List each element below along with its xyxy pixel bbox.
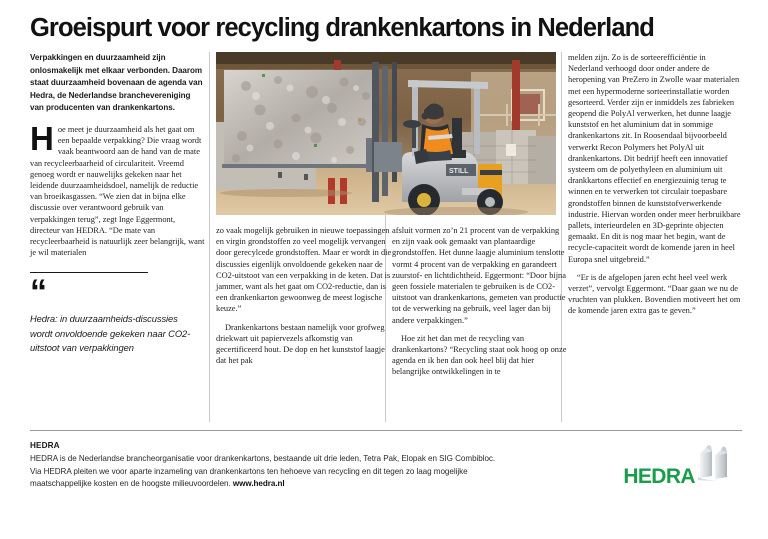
pull-quote bbox=[30, 272, 191, 356]
pull-quote-text: Hedra: in duurzaamheids-discussies wordt onvoldoende gekeken naar CO2-uitstoot van verpakkingen bbox=[30, 313, 191, 354]
footer-line-2: Via HEDRA pleiten we voor aparte inzameling van drankenkartons ten hehoeve van recycling en dit tegen zo laag mogelijke bbox=[30, 466, 468, 476]
lead-paragraph: Verpakkingen en duurzaamheid zijn onlosmakelijk met elkaar verbonden. Daarom staat duurzaamheid bovenaan de agenda van Hedra, de Nederlandse branchevereniging van producenten van drankenkartons. bbox=[30, 53, 203, 113]
footer-website-link[interactable]: www.hedra.nl bbox=[232, 479, 285, 489]
body-paragraph-1-text: oe meet je duurzaamheid als het gaat om een bepaalde verpakking? Die vraag wordt vaak beantwoord aan de hand van de mate van recycleerbaarheid of circulariteit. Vreemd genoeg wordt er nauwelijks gekeken naar het leidende duurzaamheidsdoel, namelijk de reductie van broeikasgassen. “We zien dat in bijna elke discussie over verantwoord gebruik van verpakkingen terug”, zegt Inge Eggermont, directeur van HEDRA. “De mate van recycleerbaarheid is natuurlijk zeer belangrijk, want je wil materialen bbox=[30, 124, 205, 258]
column-2 bbox=[216, 52, 392, 422]
body-paragraph-3: Drankenkartons bestaan namelijk voor grofweg driekwart uit papiervezels afkomstig van gecertificeerd hout. De dop en het kunststof laagje dat het pak bbox=[216, 322, 385, 366]
body-paragraph-1 bbox=[30, 119, 205, 258]
column-2-flow bbox=[216, 225, 392, 366]
footer bbox=[30, 430, 742, 491]
footer-inner bbox=[30, 440, 742, 491]
footer-line-3-text: maatschappelijke kosten en de hoogste milieuvoordelen. bbox=[30, 479, 231, 489]
quote-mark-icon: “ bbox=[30, 279, 45, 307]
hedra-logo-wordmark: HEDRA bbox=[623, 465, 695, 488]
carton-packs-logo-mark bbox=[696, 442, 742, 487]
body-paragraph-7: “Er is de afgelopen jaren echt heel veel werk verzet”, vervolgt Eggermont. “Daar gaan we nu de vruchten van plukken. Bovendien motiveert het om de komende jaren extra gas te geven.” bbox=[568, 272, 741, 316]
svg-text:STILL: STILL bbox=[449, 168, 469, 175]
column-divider-1 bbox=[209, 52, 210, 422]
body-paragraph-4: afsluit vormen zo’n 21 procent van de verpakking en zijn vaak ook gemaakt van plantaardige grondstoffen. Het dunne laagje aluminium tenslotte vormt 4 procent van de verpakking en garandeert zuurstof- en lichtdichtheid. Eggermont: “Door bijna geen fossiele materialen te gebruiken is de CO2-uitstoot van drankenkartons, gemeten van productie tot de verwerking na gebruik, veel lager dan bij andere verpakkingen.” bbox=[392, 226, 566, 325]
body-paragraph-2: zo vaak mogelijk gebruiken in nieuwe toepassingen en virgin grondstoffen zo veel mogelijk vervangen door gerecylcede grondstoffen. Maar er wordt in die discussies eigenlijk onvoldoende gekeken naar de CO2-uitstoot van een verpakking in de keten. Dat is jammer, want als het gaat om CO2-reductie, dan is een drankenkarton gewoonweg de meest logische keuze.” bbox=[216, 226, 392, 314]
footer-line-1: HEDRA is de Nederlandse brancheorganisatie voor drankenkartons, bestaande uit drie leden, Tetra Pak, Elopak en SIG Combibloc. bbox=[30, 454, 496, 463]
hedra-logo bbox=[623, 442, 742, 487]
page-title: Groeispurt voor recycling drankenkartons in Nederland bbox=[30, 14, 654, 42]
column-4 bbox=[568, 52, 742, 422]
drop-cap: H bbox=[30, 119, 54, 157]
column-1 bbox=[30, 52, 205, 422]
footer-line-3 bbox=[30, 478, 590, 491]
footer-title: HEDRA bbox=[30, 441, 60, 450]
column-3 bbox=[392, 52, 568, 422]
footer-text-block bbox=[30, 440, 590, 491]
column-3-flow bbox=[392, 225, 568, 378]
body-paragraph-5: Hoe zit het dan met de recycling van drankenkartons? “Recycling staat ook hoog op onze agenda en ik ben dan ook heel blij dat hier belangrijke ontwikkelingen in te bbox=[392, 333, 567, 377]
headline-container bbox=[30, 14, 742, 42]
article-columns bbox=[30, 52, 742, 422]
body-paragraph-6: melden zijn. Zo is de sorteerefficiëntie in Nederland verhoogd door onder andere de heropening van PreZero in Zwolle waar materialen met een hypermoderne sorteerinstallatie worden gesorteerd. Verder zijn er inmiddels zes fabrieken geopend die PolyAl verwerken, het dunne laagje kunststof en het aluminium dat in sommige drankenkartons zit. In Roosendaal bijvoorbeeld verwerkt Recon Polymers het PolyAl uit drankenkartons. Dit bedrijf heeft een innovatief systeem om de polyethyleen en aluminium uit drankkartons effectief en energiezuinig terug te winnen en te verwerken tot circulair toepasbare grondstoffen binnen de kunststofverwerkende industrie. Hiervan worden onder meer herbruikbare pallets, interieurdelen en 3D-geprinte objecten gemaakt. En dit is nog maar het begin, want de recycle-capaciteit wordt de komende jaren in heel Europa snel uitgebreid.” bbox=[568, 53, 741, 264]
